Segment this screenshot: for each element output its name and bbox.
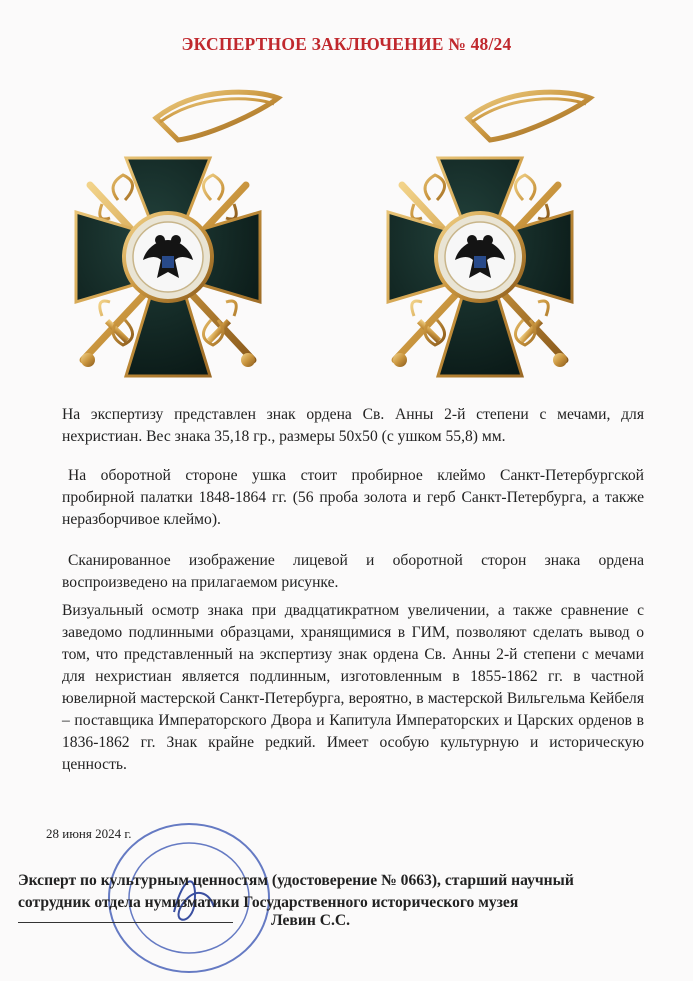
document-title: ЭКСПЕРТНОЕ ЗАКЛЮЧЕНИЕ № 48/24 bbox=[181, 34, 512, 54]
signer-name: Левин С.С. bbox=[271, 912, 351, 929]
paragraph-3: Сканированное изображение лицевой и оборотной сторон знака ордена воспроизведено на прилагаемом рисунке. bbox=[62, 552, 644, 591]
signature-underline bbox=[18, 922, 233, 923]
document-date: 28 июня 2024 г. bbox=[46, 826, 132, 841]
signature-line-1: Эксперт по культурным ценностям (удостоверение № 0663), старший научный bbox=[18, 872, 574, 889]
paragraph-2: На оборотной стороне ушка стоит пробирное клеймо Санкт-Петербургской пробирной палатки 1848-1864 гг. (56 проба золота и герб Санкт-Петербурга, а также неразборчивое клеймо). bbox=[62, 467, 644, 528]
paragraph-1: На экспертизу представлен знак ордена Св. Анны 2-й степени с мечами, для нехристиан. Вес знака 35,18 гр., размеры 50х50 (с ушком 55,8) мм. bbox=[62, 406, 644, 445]
right-medal-image bbox=[360, 80, 600, 390]
signature-line-2: сотрудник отдела нумизматики Государственного исторического музея bbox=[18, 894, 519, 911]
paragraph-4: Визуальный осмотр знака при двадцатикратном увеличении, а также сравнение с заведомо подлинными образцами, хранящимися в ГИМ, позволяют сделать вывод о том, что представленный на экспертизу знак ордена Св. Анны 2-й степени с мечами для нехристиан является подлинным, изготовленным в 1855-1862 гг. в частной ювелирной мастерской Санкт-Петербурга, вероятно, в мастерской Вильгельма Кейбеля – поставщика Императорского Двора и Капитула Императорских и Царских орденов в 1836-1862 гг. Знак крайне редкий. Имеет особую культурную и историческую ценность. bbox=[62, 602, 644, 773]
left-medal-image bbox=[48, 80, 288, 390]
